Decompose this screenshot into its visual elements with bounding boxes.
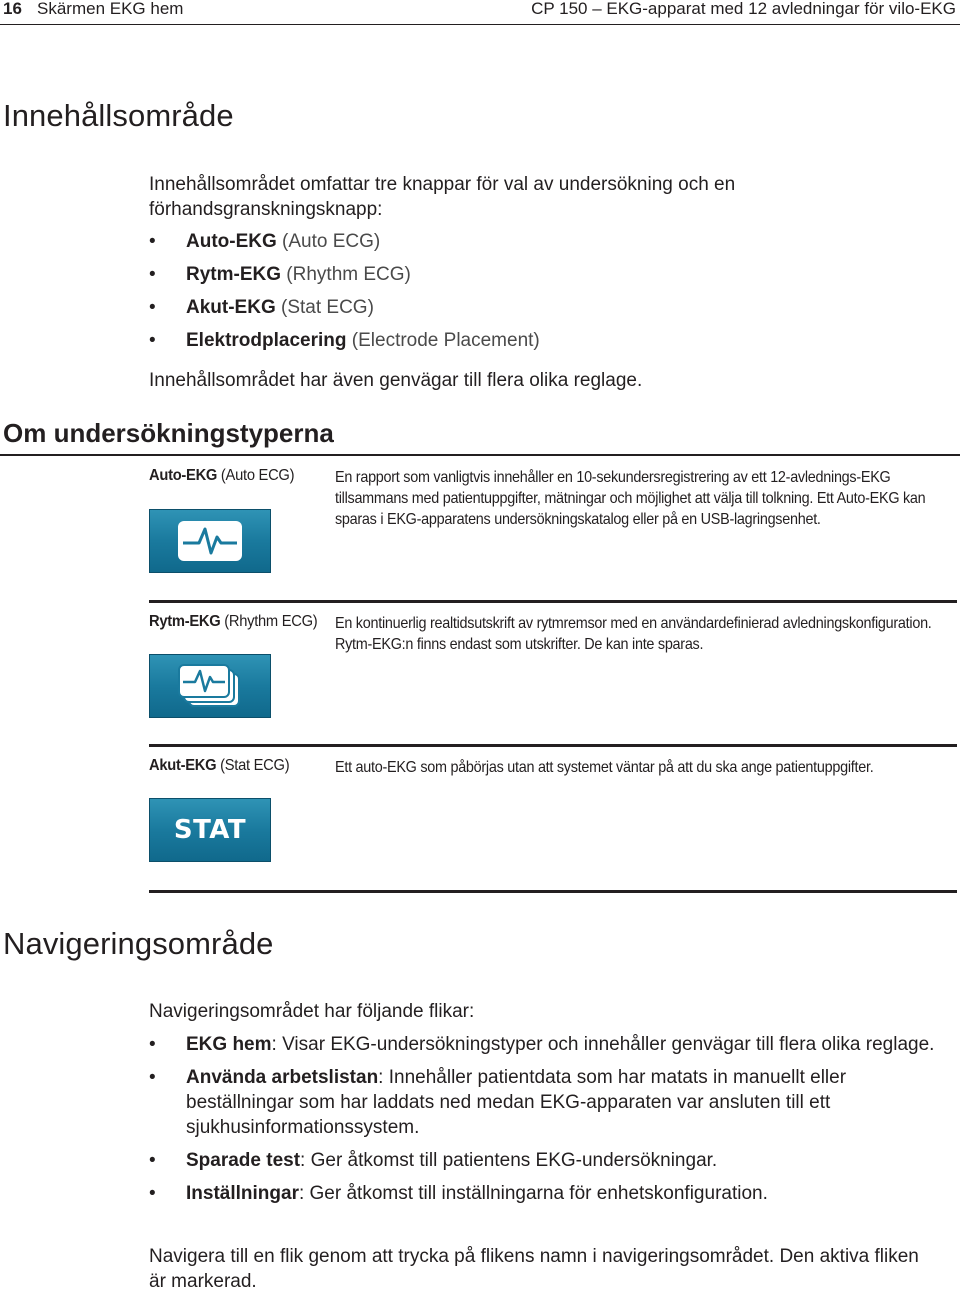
content-area-outro: Innehållsområdet har även genvägar till flera olika reglage. xyxy=(149,370,643,391)
list-item: • Akut-EKG (Stat ECG) xyxy=(149,295,939,320)
rhythm-ecg-icon xyxy=(175,662,245,710)
auto-ecg-button[interactable] xyxy=(149,509,271,573)
header-rule xyxy=(0,24,960,25)
row-rule xyxy=(149,600,957,603)
content-area-list xyxy=(149,229,939,353)
row-rule xyxy=(149,744,957,747)
list-item: • Elektrodplacering (Electrode Placement) xyxy=(149,328,939,353)
section-title: Skärmen EKG hem xyxy=(37,0,184,18)
stat-ecg-icon: STAT xyxy=(173,815,247,845)
navigation-area-list xyxy=(149,1032,939,1206)
page-header xyxy=(0,0,960,20)
page-number: 16 xyxy=(3,0,22,18)
content-area-heading: Innehållsområde xyxy=(3,98,234,133)
test-types-heading: Om undersökningstyperna xyxy=(3,418,334,448)
stat-ecg-button[interactable] xyxy=(149,798,271,862)
row-label: Rytm-EKG (Rhythm ECG) xyxy=(149,613,318,630)
auto-ecg-icon xyxy=(175,519,245,563)
list-item: • Inställningar: Ger åtkomst till inställningarna för enhetskonfiguration. xyxy=(149,1181,939,1206)
navigation-area-heading: Navigeringsområde xyxy=(3,926,274,961)
list-item: • Sparade test: Ger åtkomst till patientens EKG-undersökningar. xyxy=(149,1148,939,1173)
document-title: CP 150 – EKG-apparat med 12 avledningar för vilo-EKG xyxy=(531,0,956,18)
row-description: En kontinuerlig realtidsutskrift av rytmremsor med en användardefinierad avledningskonfiguration. Rytm-EKG:n finns endast som utskrifter. De kan inte sparas. xyxy=(335,615,932,653)
content-area-intro: Innehållsområdet omfattar tre knappar för val av undersökning och en förhandsgranskningsknapp: xyxy=(149,174,736,220)
table-end-rule xyxy=(149,890,957,893)
test-type-row-auto xyxy=(149,456,957,596)
test-type-row-stat xyxy=(149,744,957,884)
navigation-area-outro: Navigera till en flik genom att trycka på flikens namn i navigeringsområdet. Den aktiva fliken är markerad. xyxy=(149,1246,919,1292)
test-type-row-rhythm xyxy=(149,600,957,740)
row-description: Ett auto-EKG som påbörjas utan att systemet väntar på att du ska ange patientuppgifter. xyxy=(335,759,874,776)
list-item: • Rytm-EKG (Rhythm ECG) xyxy=(149,262,939,287)
list-item: • Auto-EKG (Auto ECG) xyxy=(149,229,939,254)
row-description: En rapport som vanligtvis innehåller en 10-sekundersregistrering av ett 12-avlednings-EKG tillsammans med patientuppgifter, mätningar och möjlighet att välja till tolkning. Ett Auto-EKG kan sparas i EKG-apparatens undersökningskatalog eller på en USB-lagringsenhet. xyxy=(335,469,926,528)
row-label: Auto-EKG (Auto ECG) xyxy=(149,467,295,484)
navigation-area-intro: Navigeringsområdet har följande flikar: xyxy=(149,1001,475,1022)
list-item: • EKG hem: Visar EKG-undersökningstyper och innehåller genvägar till flera olika reglage. xyxy=(149,1032,939,1057)
list-item: • Använda arbetslistan: Innehåller patientdata som har matats in manuellt eller beställningar som har laddats ned medan EKG-apparaten var ansluten till ett sjukhusinformationssystem. xyxy=(149,1065,939,1140)
row-label: Akut-EKG (Stat ECG) xyxy=(149,757,290,774)
rhythm-ecg-button[interactable] xyxy=(149,654,271,718)
